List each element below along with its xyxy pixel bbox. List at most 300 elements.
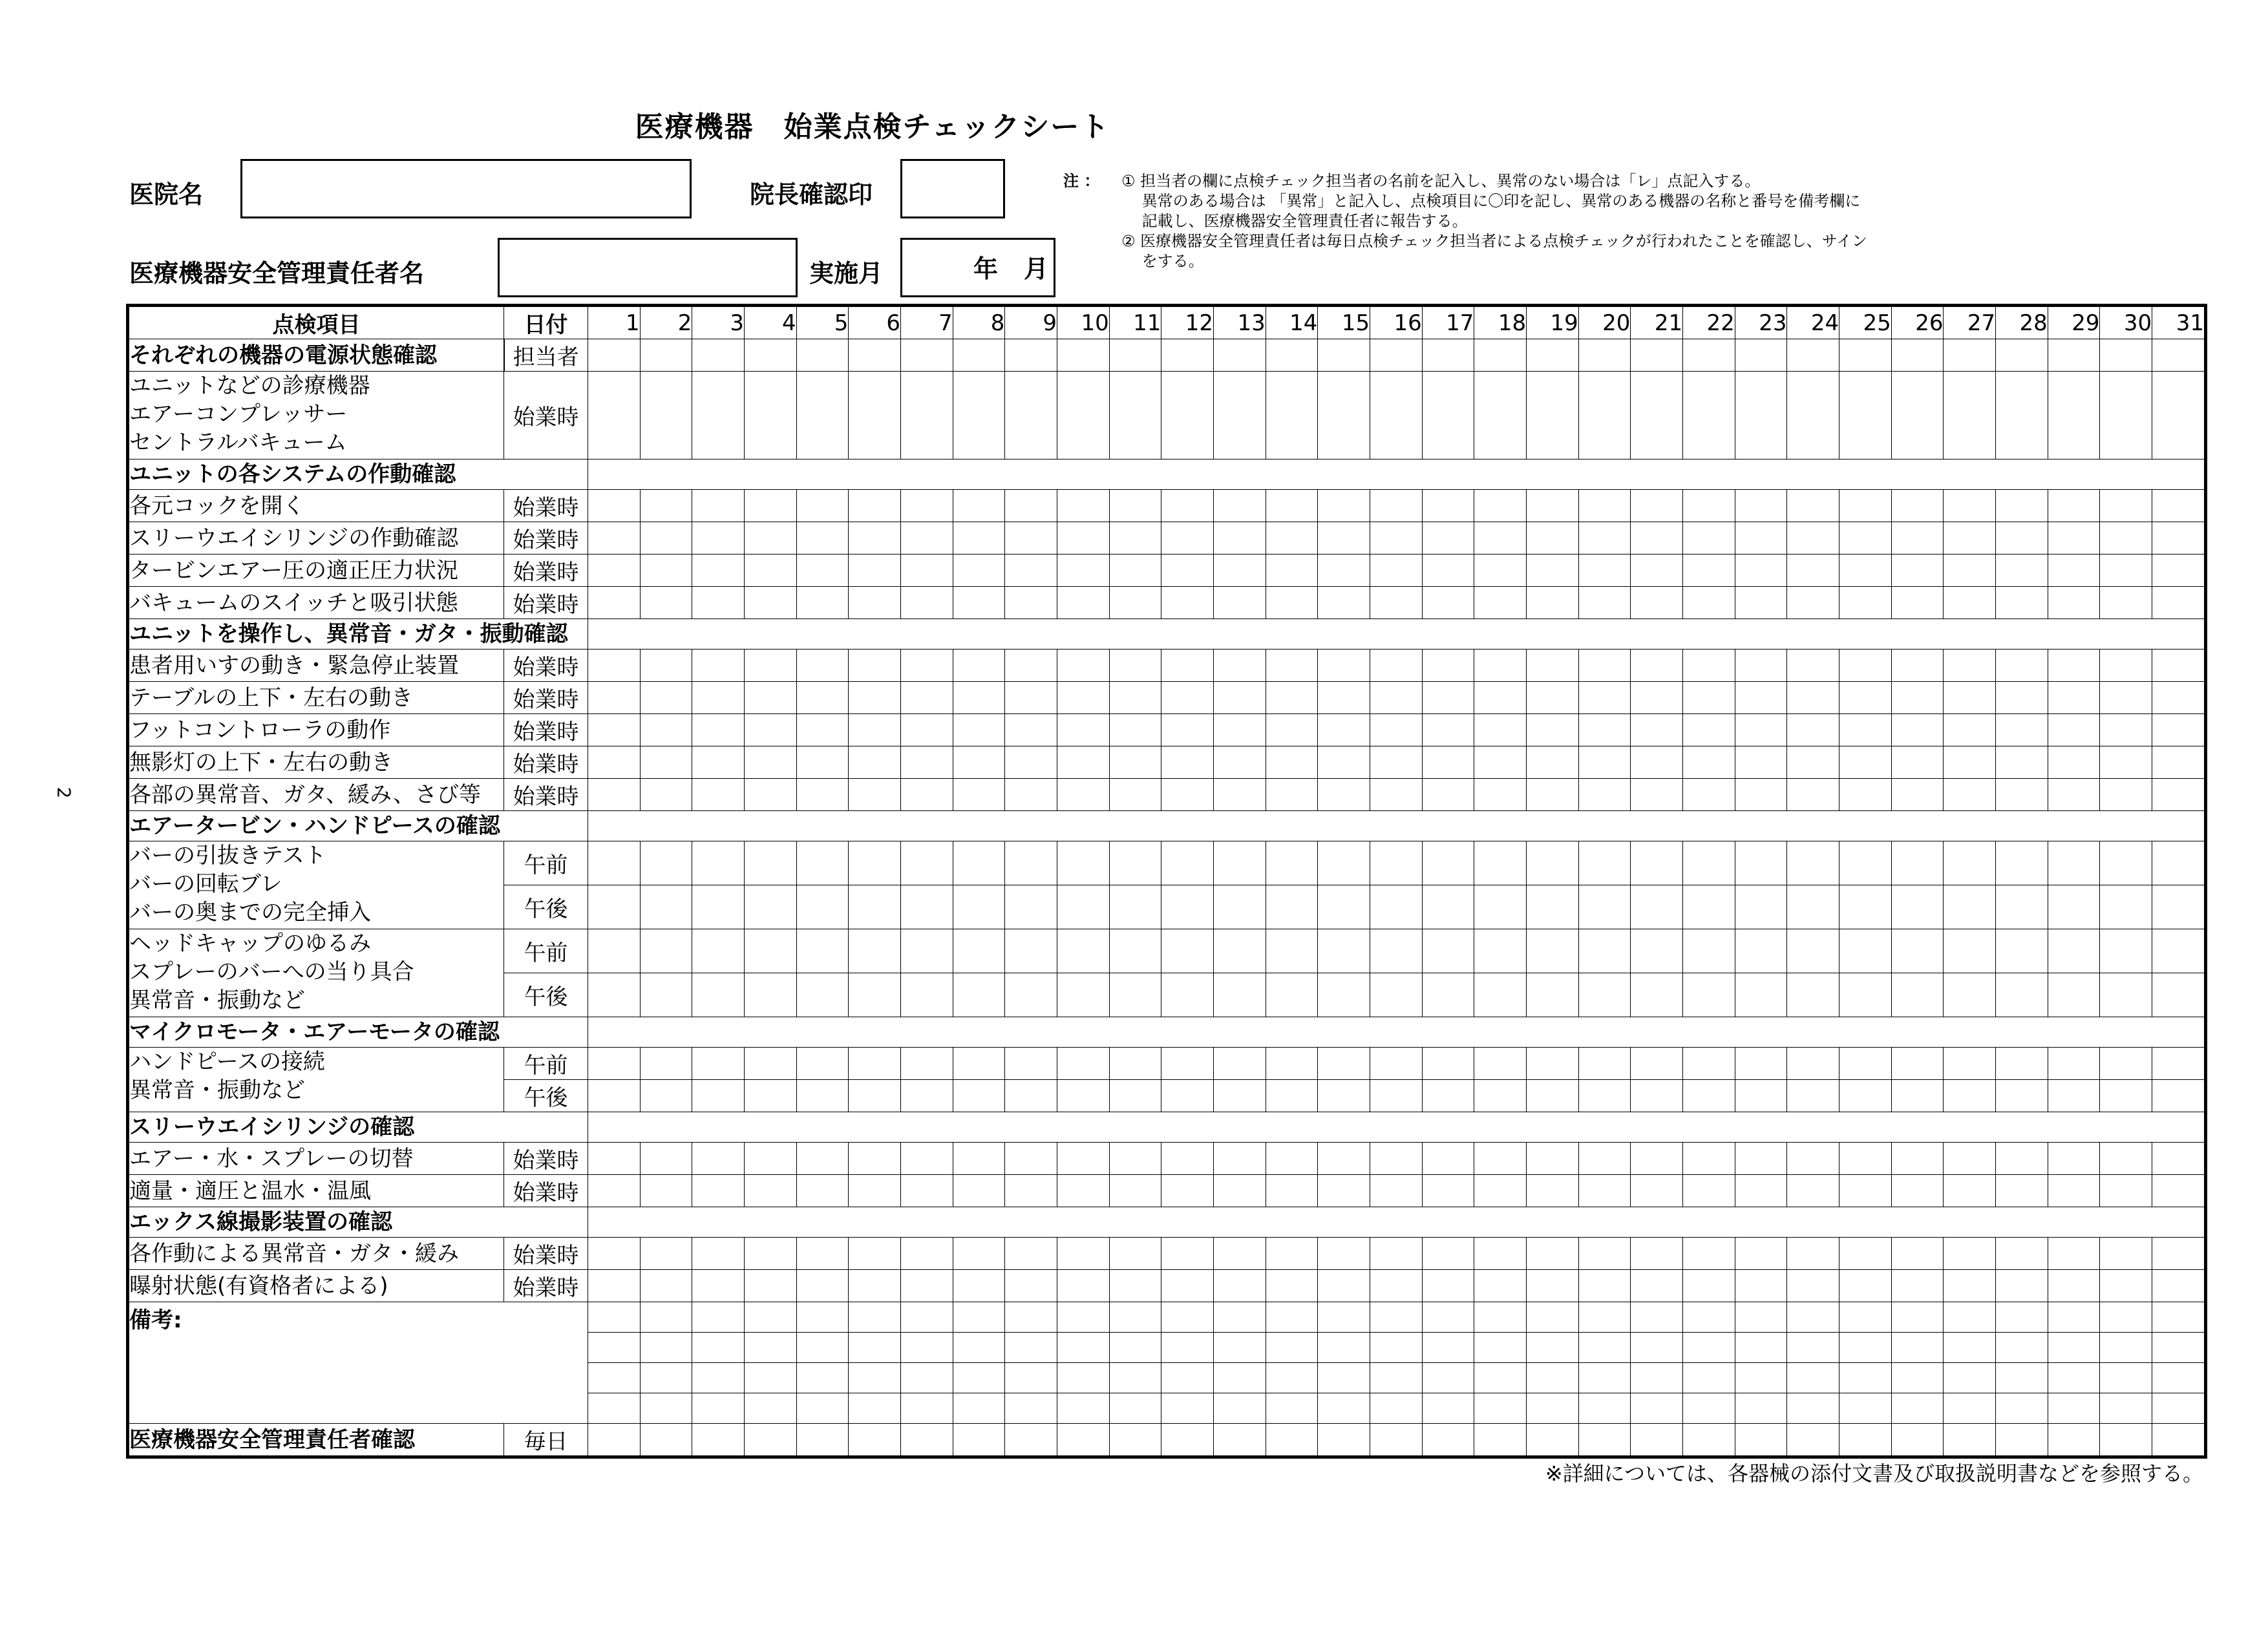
remarks-cell[interactable]: [1005, 1333, 1057, 1363]
check-cell[interactable]: [1474, 746, 1527, 779]
check-cell[interactable]: [745, 1424, 797, 1456]
check-cell[interactable]: [1839, 650, 1892, 682]
check-cell[interactable]: [640, 1048, 692, 1080]
check-cell[interactable]: [1474, 1175, 1527, 1207]
check-cell[interactable]: [953, 1270, 1005, 1302]
check-cell[interactable]: [1787, 650, 1839, 682]
check-cell[interactable]: [1527, 1143, 1579, 1175]
check-cell[interactable]: [692, 1270, 745, 1302]
check-cell[interactable]: [1735, 1270, 1787, 1302]
remarks-cell[interactable]: [953, 1333, 1005, 1363]
check-cell[interactable]: [588, 339, 641, 372]
remarks-cell[interactable]: [1735, 1302, 1787, 1333]
remarks-cell[interactable]: [1735, 1393, 1787, 1424]
check-cell[interactable]: [953, 1143, 1005, 1175]
check-cell[interactable]: [1109, 490, 1161, 522]
check-cell[interactable]: [1891, 490, 1944, 522]
check-cell[interactable]: [1161, 339, 1214, 372]
check-cell[interactable]: [2152, 1048, 2205, 1080]
check-cell[interactable]: [1109, 650, 1161, 682]
remarks-cell[interactable]: [1057, 1393, 1110, 1424]
check-cell[interactable]: [588, 372, 641, 460]
check-cell[interactable]: [1996, 682, 2048, 714]
check-cell[interactable]: [1474, 1424, 1527, 1456]
check-cell[interactable]: [1422, 1080, 1474, 1112]
check-cell[interactable]: [1735, 682, 1787, 714]
check-cell[interactable]: [1474, 339, 1527, 372]
remarks-cell[interactable]: [1266, 1393, 1318, 1424]
check-cell[interactable]: [2100, 1424, 2152, 1456]
check-cell[interactable]: [2048, 1175, 2100, 1207]
check-cell[interactable]: [692, 746, 745, 779]
check-cell[interactable]: [1631, 973, 1683, 1017]
remarks-cell[interactable]: [745, 1363, 797, 1393]
check-cell[interactable]: [1109, 714, 1161, 746]
check-cell[interactable]: [2100, 841, 2152, 885]
check-cell[interactable]: [2048, 885, 2100, 929]
check-cell[interactable]: [1527, 522, 1579, 555]
check-cell[interactable]: [588, 1143, 641, 1175]
check-cell[interactable]: [849, 1424, 901, 1456]
check-cell[interactable]: [640, 714, 692, 746]
check-cell[interactable]: [1005, 1238, 1057, 1270]
check-cell[interactable]: [2048, 339, 2100, 372]
remarks-cell[interactable]: [1996, 1333, 2048, 1363]
remarks-cell[interactable]: [1214, 1363, 1266, 1393]
check-cell[interactable]: [849, 1080, 901, 1112]
check-cell[interactable]: [901, 1175, 953, 1207]
check-cell[interactable]: [1057, 339, 1110, 372]
check-cell[interactable]: [1318, 682, 1370, 714]
check-cell[interactable]: [2100, 885, 2152, 929]
remarks-cell[interactable]: [1422, 1363, 1474, 1393]
remarks-cell[interactable]: [640, 1393, 692, 1424]
remarks-cell[interactable]: [2100, 1393, 2152, 1424]
remarks-cell[interactable]: [1996, 1393, 2048, 1424]
check-cell[interactable]: [796, 555, 849, 587]
check-cell[interactable]: [1735, 650, 1787, 682]
check-cell[interactable]: [1005, 779, 1057, 811]
check-cell[interactable]: [1214, 841, 1266, 885]
check-cell[interactable]: [640, 1270, 692, 1302]
check-cell[interactable]: [1057, 587, 1110, 619]
check-cell[interactable]: [1005, 682, 1057, 714]
remarks-cell[interactable]: [1370, 1363, 1423, 1393]
remarks-cell[interactable]: [796, 1302, 849, 1333]
remarks-cell[interactable]: [2100, 1302, 2152, 1333]
check-cell[interactable]: [2048, 555, 2100, 587]
check-cell[interactable]: [1370, 973, 1423, 1017]
remarks-cell[interactable]: [1005, 1302, 1057, 1333]
check-cell[interactable]: [1109, 682, 1161, 714]
check-cell[interactable]: [1422, 1143, 1474, 1175]
check-cell[interactable]: [745, 779, 797, 811]
check-cell[interactable]: [1839, 372, 1892, 460]
check-cell[interactable]: [1631, 1424, 1683, 1456]
check-cell[interactable]: [1005, 339, 1057, 372]
check-cell[interactable]: [745, 490, 797, 522]
check-cell[interactable]: [1266, 587, 1318, 619]
check-cell[interactable]: [640, 1238, 692, 1270]
check-cell[interactable]: [1161, 555, 1214, 587]
check-cell[interactable]: [1631, 490, 1683, 522]
check-cell[interactable]: [849, 522, 901, 555]
check-cell[interactable]: [588, 929, 641, 973]
check-cell[interactable]: [1683, 1238, 1735, 1270]
check-cell[interactable]: [1787, 1175, 1839, 1207]
check-cell[interactable]: [1944, 1048, 1996, 1080]
check-cell[interactable]: [2152, 1175, 2205, 1207]
check-cell[interactable]: [745, 885, 797, 929]
check-cell[interactable]: [796, 1175, 849, 1207]
remarks-cell[interactable]: [588, 1393, 641, 1424]
check-cell[interactable]: [1839, 490, 1892, 522]
check-cell[interactable]: [1370, 841, 1423, 885]
check-cell[interactable]: [1266, 714, 1318, 746]
remarks-cell[interactable]: [1474, 1333, 1527, 1363]
check-cell[interactable]: [588, 1080, 641, 1112]
check-cell[interactable]: [1527, 973, 1579, 1017]
check-cell[interactable]: [640, 555, 692, 587]
check-cell[interactable]: [1996, 1270, 2048, 1302]
check-cell[interactable]: [1683, 490, 1735, 522]
check-cell[interactable]: [1318, 522, 1370, 555]
check-cell[interactable]: [1787, 779, 1839, 811]
check-cell[interactable]: [1214, 522, 1266, 555]
check-cell[interactable]: [1370, 522, 1423, 555]
check-cell[interactable]: [2100, 587, 2152, 619]
check-cell[interactable]: [1527, 1048, 1579, 1080]
check-cell[interactable]: [1683, 841, 1735, 885]
check-cell[interactable]: [1422, 841, 1474, 885]
check-cell[interactable]: [2048, 746, 2100, 779]
check-cell[interactable]: [1214, 682, 1266, 714]
remarks-cell[interactable]: [1109, 1393, 1161, 1424]
remarks-cell[interactable]: [640, 1333, 692, 1363]
check-cell[interactable]: [1527, 841, 1579, 885]
check-cell[interactable]: [745, 929, 797, 973]
check-cell[interactable]: [1422, 339, 1474, 372]
check-cell[interactable]: [1944, 1424, 1996, 1456]
remarks-cell[interactable]: [1318, 1363, 1370, 1393]
check-cell[interactable]: [849, 714, 901, 746]
remarks-cell[interactable]: [1578, 1302, 1631, 1333]
check-cell[interactable]: [1787, 587, 1839, 619]
check-cell[interactable]: [1944, 1080, 1996, 1112]
check-cell[interactable]: [901, 973, 953, 1017]
remarks-cell[interactable]: [1527, 1393, 1579, 1424]
remarks-cell[interactable]: [1735, 1363, 1787, 1393]
remarks-cell[interactable]: [692, 1363, 745, 1393]
check-cell[interactable]: [1005, 490, 1057, 522]
remarks-cell[interactable]: [1266, 1363, 1318, 1393]
check-cell[interactable]: [640, 1424, 692, 1456]
remarks-cell[interactable]: [2048, 1333, 2100, 1363]
check-cell[interactable]: [2100, 522, 2152, 555]
check-cell[interactable]: [1944, 1175, 1996, 1207]
check-cell[interactable]: [1266, 339, 1318, 372]
check-cell[interactable]: [1839, 779, 1892, 811]
check-cell[interactable]: [1370, 650, 1423, 682]
check-cell[interactable]: [1318, 1143, 1370, 1175]
check-cell[interactable]: [1891, 1080, 1944, 1112]
check-cell[interactable]: [2100, 1175, 2152, 1207]
check-cell[interactable]: [640, 779, 692, 811]
remarks-cell[interactable]: [1891, 1333, 1944, 1363]
check-cell[interactable]: [953, 1424, 1005, 1456]
check-cell[interactable]: [796, 650, 849, 682]
check-cell[interactable]: [1578, 372, 1631, 460]
check-cell[interactable]: [1057, 682, 1110, 714]
remarks-cell[interactable]: [1370, 1333, 1423, 1363]
remarks-cell[interactable]: [796, 1333, 849, 1363]
remarks-cell[interactable]: [1527, 1333, 1579, 1363]
check-cell[interactable]: [1527, 746, 1579, 779]
check-cell[interactable]: [1318, 1048, 1370, 1080]
check-cell[interactable]: [1787, 1270, 1839, 1302]
check-cell[interactable]: [953, 714, 1005, 746]
remarks-cell[interactable]: [1683, 1393, 1735, 1424]
remarks-cell[interactable]: [2152, 1333, 2205, 1363]
check-cell[interactable]: [1578, 1424, 1631, 1456]
check-cell[interactable]: [1944, 929, 1996, 973]
remarks-cell[interactable]: [2048, 1302, 2100, 1333]
remarks-cell[interactable]: [1214, 1333, 1266, 1363]
check-cell[interactable]: [1891, 973, 1944, 1017]
check-cell[interactable]: [1787, 339, 1839, 372]
remarks-cell[interactable]: [2048, 1363, 2100, 1393]
remarks-cell[interactable]: [1839, 1333, 1892, 1363]
remarks-cell[interactable]: [1631, 1393, 1683, 1424]
check-cell[interactable]: [1891, 1238, 1944, 1270]
check-cell[interactable]: [745, 650, 797, 682]
check-cell[interactable]: [1474, 885, 1527, 929]
check-cell[interactable]: [1891, 841, 1944, 885]
remarks-cell[interactable]: [640, 1302, 692, 1333]
remarks-cell[interactable]: [1735, 1333, 1787, 1363]
check-cell[interactable]: [1422, 1175, 1474, 1207]
check-cell[interactable]: [1161, 714, 1214, 746]
check-cell[interactable]: [2048, 1080, 2100, 1112]
check-cell[interactable]: [849, 490, 901, 522]
check-cell[interactable]: [953, 522, 1005, 555]
check-cell[interactable]: [2048, 587, 2100, 619]
check-cell[interactable]: [1631, 522, 1683, 555]
check-cell[interactable]: [1161, 372, 1214, 460]
check-cell[interactable]: [1057, 973, 1110, 1017]
check-cell[interactable]: [1057, 1048, 1110, 1080]
remarks-cell[interactable]: [640, 1363, 692, 1393]
check-cell[interactable]: [1266, 1424, 1318, 1456]
check-cell[interactable]: [2152, 555, 2205, 587]
check-cell[interactable]: [1474, 1238, 1527, 1270]
check-cell[interactable]: [1996, 929, 2048, 973]
check-cell[interactable]: [2100, 339, 2152, 372]
check-cell[interactable]: [953, 841, 1005, 885]
check-cell[interactable]: [1735, 522, 1787, 555]
check-cell[interactable]: [1057, 522, 1110, 555]
remarks-cell[interactable]: [1370, 1393, 1423, 1424]
remarks-cell[interactable]: [745, 1333, 797, 1363]
remarks-cell[interactable]: [2152, 1393, 2205, 1424]
check-cell[interactable]: [953, 1175, 1005, 1207]
remarks-cell[interactable]: [901, 1302, 953, 1333]
check-cell[interactable]: [588, 1424, 641, 1456]
check-cell[interactable]: [849, 1238, 901, 1270]
check-cell[interactable]: [796, 1238, 849, 1270]
remarks-cell[interactable]: [1214, 1302, 1266, 1333]
check-cell[interactable]: [1735, 973, 1787, 1017]
check-cell[interactable]: [1005, 372, 1057, 460]
remarks-cell[interactable]: [849, 1363, 901, 1393]
check-cell[interactable]: [1839, 885, 1892, 929]
check-cell[interactable]: [1996, 746, 2048, 779]
check-cell[interactable]: [1683, 746, 1735, 779]
check-cell[interactable]: [1839, 555, 1892, 587]
check-cell[interactable]: [1057, 929, 1110, 973]
check-cell[interactable]: [849, 746, 901, 779]
check-cell[interactable]: [1266, 779, 1318, 811]
check-cell[interactable]: [1109, 779, 1161, 811]
check-cell[interactable]: [1631, 1143, 1683, 1175]
remarks-cell[interactable]: [692, 1302, 745, 1333]
check-cell[interactable]: [2152, 372, 2205, 460]
check-cell[interactable]: [1266, 1080, 1318, 1112]
check-cell[interactable]: [1474, 929, 1527, 973]
check-cell[interactable]: [2152, 490, 2205, 522]
check-cell[interactable]: [1214, 372, 1266, 460]
remarks-cell[interactable]: [796, 1363, 849, 1393]
check-cell[interactable]: [1318, 1080, 1370, 1112]
remarks-cell[interactable]: [1839, 1363, 1892, 1393]
check-cell[interactable]: [2100, 1080, 2152, 1112]
remarks-cell[interactable]: [588, 1333, 641, 1363]
check-cell[interactable]: [1631, 682, 1683, 714]
check-cell[interactable]: [2100, 714, 2152, 746]
check-cell[interactable]: [1109, 746, 1161, 779]
check-cell[interactable]: [796, 1080, 849, 1112]
check-cell[interactable]: [1266, 1143, 1318, 1175]
check-cell[interactable]: [1266, 650, 1318, 682]
check-cell[interactable]: [745, 555, 797, 587]
remarks-cell[interactable]: [1057, 1363, 1110, 1393]
check-cell[interactable]: [1578, 650, 1631, 682]
check-cell[interactable]: [1839, 1048, 1892, 1080]
check-cell[interactable]: [1578, 587, 1631, 619]
check-cell[interactable]: [1422, 1270, 1474, 1302]
check-cell[interactable]: [1944, 746, 1996, 779]
check-cell[interactable]: [1161, 522, 1214, 555]
check-cell[interactable]: [1996, 522, 2048, 555]
remarks-cell[interactable]: [1578, 1393, 1631, 1424]
check-cell[interactable]: [1891, 372, 1944, 460]
check-cell[interactable]: [796, 779, 849, 811]
check-cell[interactable]: [1266, 841, 1318, 885]
check-cell[interactable]: [1109, 1080, 1161, 1112]
check-cell[interactable]: [1683, 522, 1735, 555]
check-cell[interactable]: [849, 650, 901, 682]
check-cell[interactable]: [1005, 746, 1057, 779]
check-cell[interactable]: [1735, 1080, 1787, 1112]
remarks-cell[interactable]: [1631, 1333, 1683, 1363]
check-cell[interactable]: [1578, 682, 1631, 714]
check-cell[interactable]: [901, 1270, 953, 1302]
check-cell[interactable]: [588, 555, 641, 587]
check-cell[interactable]: [1318, 587, 1370, 619]
check-cell[interactable]: [2048, 1424, 2100, 1456]
check-cell[interactable]: [796, 522, 849, 555]
check-cell[interactable]: [1266, 1270, 1318, 1302]
check-cell[interactable]: [1735, 1048, 1787, 1080]
remarks-cell[interactable]: [901, 1393, 953, 1424]
check-cell[interactable]: [692, 841, 745, 885]
remarks-cell[interactable]: [1318, 1333, 1370, 1363]
check-cell[interactable]: [1631, 1048, 1683, 1080]
check-cell[interactable]: [1735, 841, 1787, 885]
remarks-cell[interactable]: [1318, 1393, 1370, 1424]
check-cell[interactable]: [1422, 973, 1474, 1017]
check-cell[interactable]: [2152, 339, 2205, 372]
check-cell[interactable]: [1944, 1143, 1996, 1175]
check-cell[interactable]: [796, 1143, 849, 1175]
check-cell[interactable]: [1891, 885, 1944, 929]
check-cell[interactable]: [1735, 746, 1787, 779]
check-cell[interactable]: [901, 779, 953, 811]
remarks-cell[interactable]: [1109, 1363, 1161, 1393]
check-cell[interactable]: [692, 1143, 745, 1175]
remarks-cell[interactable]: [953, 1302, 1005, 1333]
check-cell[interactable]: [1839, 1175, 1892, 1207]
remarks-cell[interactable]: [1631, 1363, 1683, 1393]
check-cell[interactable]: [1422, 885, 1474, 929]
check-cell[interactable]: [1891, 1143, 1944, 1175]
check-cell[interactable]: [1370, 682, 1423, 714]
check-cell[interactable]: [1578, 1143, 1631, 1175]
check-cell[interactable]: [1474, 1270, 1527, 1302]
check-cell[interactable]: [1109, 1238, 1161, 1270]
check-cell[interactable]: [1787, 490, 1839, 522]
remarks-cell[interactable]: [953, 1393, 1005, 1424]
check-cell[interactable]: [2152, 929, 2205, 973]
check-cell[interactable]: [1631, 929, 1683, 973]
check-cell[interactable]: [1266, 929, 1318, 973]
check-cell[interactable]: [1422, 714, 1474, 746]
check-cell[interactable]: [1057, 650, 1110, 682]
check-cell[interactable]: [692, 522, 745, 555]
remarks-cell[interactable]: [2152, 1302, 2205, 1333]
check-cell[interactable]: [1057, 1175, 1110, 1207]
remarks-cell[interactable]: [2048, 1393, 2100, 1424]
check-cell[interactable]: [1161, 1143, 1214, 1175]
check-cell[interactable]: [1683, 714, 1735, 746]
check-cell[interactable]: [1109, 1270, 1161, 1302]
check-cell[interactable]: [1527, 372, 1579, 460]
check-cell[interactable]: [1839, 841, 1892, 885]
check-cell[interactable]: [1996, 1424, 2048, 1456]
check-cell[interactable]: [692, 1048, 745, 1080]
check-cell[interactable]: [588, 650, 641, 682]
check-cell[interactable]: [640, 929, 692, 973]
check-cell[interactable]: [1214, 714, 1266, 746]
check-cell[interactable]: [1683, 1080, 1735, 1112]
check-cell[interactable]: [1787, 682, 1839, 714]
check-cell[interactable]: [745, 973, 797, 1017]
remarks-cell[interactable]: [849, 1302, 901, 1333]
check-cell[interactable]: [953, 1080, 1005, 1112]
check-cell[interactable]: [849, 339, 901, 372]
remarks-cell[interactable]: [1683, 1333, 1735, 1363]
check-cell[interactable]: [1214, 1270, 1266, 1302]
